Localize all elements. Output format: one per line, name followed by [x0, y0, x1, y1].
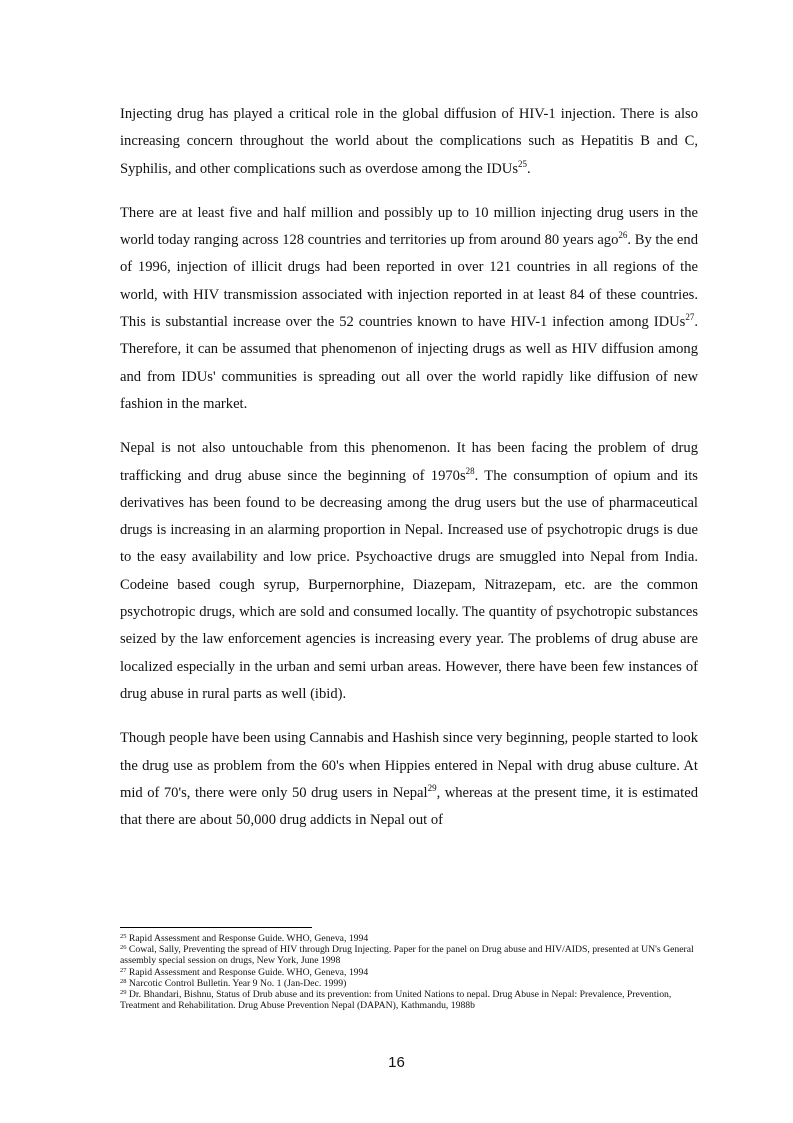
footnote	[120, 978, 700, 989]
footnote-number: 27	[120, 966, 127, 974]
footnote-text: Cowal, Sally, Preventing the spread of HIV through Drug Injecting. Paper for the panel on Drug abuse and HIV/AIDS, presented at UN's General assembly special session on drugs, New York, June 1998	[120, 944, 694, 967]
footnote-number: 28	[120, 977, 127, 985]
footnote-text: Rapid Assessment and Response Guide. WHO, Geneva, 1994	[126, 933, 369, 944]
paragraph	[120, 435, 698, 708]
paragraph-text: . Therefore, it can be assumed that phenomenon of injecting drugs as well as HIV diffusion among and from IDUs' communities is spreading out all over the world rapidly like diffusion of new fashion in the market.	[120, 314, 698, 412]
paragraph-text: Though people have been using Cannabis and Hashish since very beginning, people started to look the drug use as problem from the 60's when Hippies entered in Nepal with drug abuse culture. At mid of 70's, there were only 50 drug users in Nepal	[120, 730, 698, 801]
body-text	[120, 101, 698, 851]
footnote-number: 29	[120, 989, 127, 997]
footnote-reference[interactable]: 27	[685, 312, 695, 323]
paragraph-text: There are at least five and half million and possibly up to 10 million injecting drug users in the world today ranging across 128 countries and territories up from around 80 years ago	[120, 204, 698, 249]
footnote-reference[interactable]: 28	[465, 465, 475, 476]
paragraph-text: . By the end of 1996, injection of illicit drugs had been reported in over 121 countries in all regions of the world, with HIV transmission associated with injection reported in at least 84 of these countries. This is substantial increase over the 52 countries known to have HIV-1 infection among IDUs	[120, 232, 699, 331]
paragraph	[120, 101, 698, 183]
footnote-text: Rapid Assessment and Response Guide. WHO, Geneva, 1994	[126, 966, 369, 978]
footnotes	[120, 933, 700, 1011]
footnote-reference[interactable]: 26	[618, 230, 628, 241]
paragraph	[120, 200, 698, 418]
footnote	[120, 933, 700, 944]
paragraph-text: Injecting drug has played a critical role in the global diffusion of HIV-1 injection. There is also increasing concern throughout the world about the complications such as Hepatitis B and C, Syphilis, and other complications such as overdose among the IDUs	[120, 106, 698, 177]
paragraph-text: . The consumption of opium and its derivatives has been found to be decreasing among the drug users but the use of pharmaceutical drugs is increasing in an alarming proportion in Nepal. Increased use of psychotropic drugs is due to the easy availability and low price. Psychoactive drugs are smuggled into Nepal from India. Codeine based cough syrup, Burpernorphine, Diazepam, Nitrazepam, etc. are the common psychotropic drugs, which are sold and consumed locally. The quantity of psychotropic substances seized by the law enforcement agencies is increasing every year. The problems of drug abuse are localized especially in the urban and semi urban areas. However, there have been few instances of drug abuse in rural parts as well (ibid).	[120, 467, 698, 702]
footnote-text: Narcotic Control Bulletin. Year 9 No. 1 (Jan-Dec. 1999)	[126, 977, 347, 989]
footnote-separator	[120, 927, 312, 928]
footnote-text: Dr. Bhandari, Bishnu, Status of Drub abuse and its prevention: from United Nations to nepal. Drug Abuse in Nepal: Prevalence, Prevention, Treatment and Rehabilitation. Drug Abuse Prevention Nepal (DAPAN), Kathmandu, 1988b	[120, 989, 672, 1012]
footnote	[120, 944, 700, 966]
footnote-number: 26	[120, 944, 127, 952]
footnote-number: 25	[120, 933, 127, 940]
footnote	[120, 989, 700, 1011]
paragraph-text: , whereas at the present time, it is estimated that there are about 50,000 drug addicts in Nepal out of	[120, 784, 698, 829]
page-number: 16	[388, 1054, 405, 1071]
footnote	[120, 967, 700, 978]
paragraph	[120, 725, 698, 834]
paragraph-text: .	[527, 160, 531, 177]
paragraph-text: Nepal is not also untouchable from this phenomenon. It has been facing the problem of drug trafficking and drug abuse since the beginning of 1970s	[120, 440, 698, 484]
footnote-reference[interactable]: 29	[427, 782, 437, 793]
footnote-reference[interactable]: 25	[518, 158, 528, 169]
